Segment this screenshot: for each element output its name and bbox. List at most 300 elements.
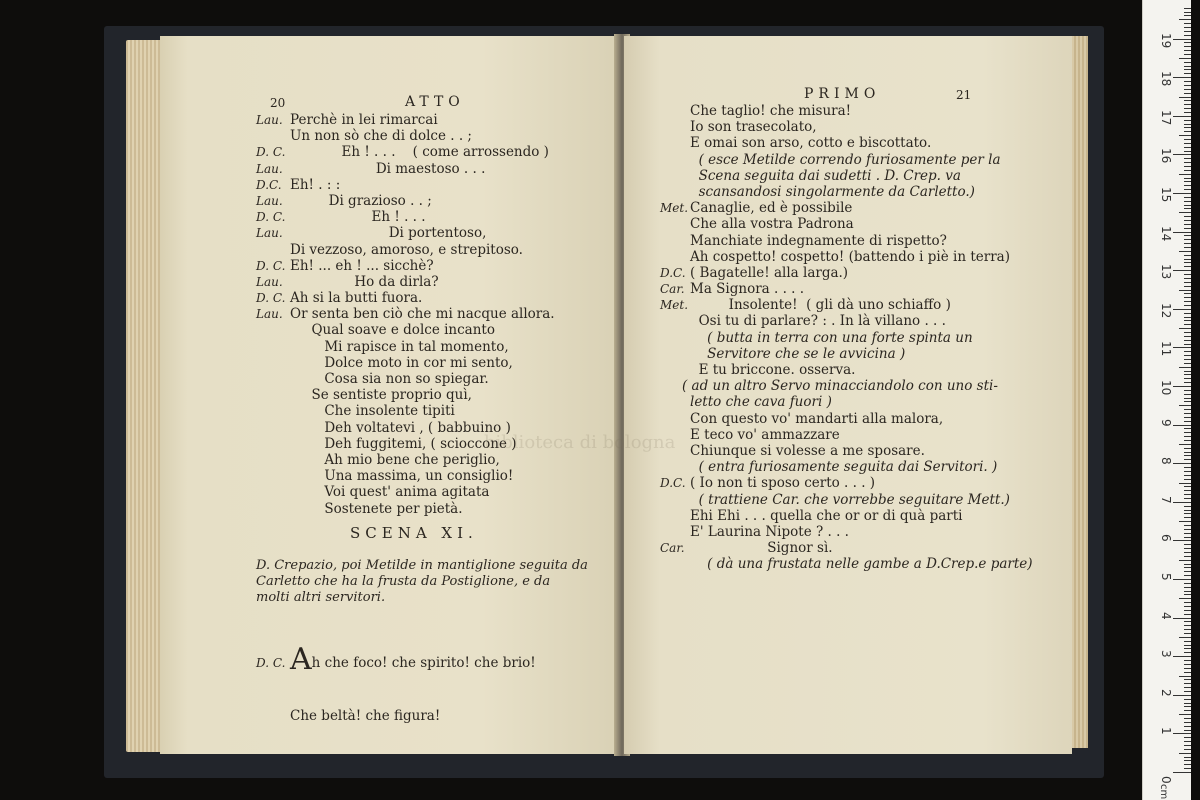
ruler-tick: [1173, 270, 1191, 271]
ruler-tick: [1184, 703, 1191, 704]
ruler-tick: [1184, 583, 1191, 584]
text-line: [660, 362, 1033, 378]
text-line: [256, 144, 555, 160]
line-text: Una massima, un consiglio!: [290, 468, 514, 485]
ruler-tick: [1184, 479, 1191, 480]
ruler-tick: [1179, 714, 1191, 715]
scene-title: SCENA XI.: [350, 524, 478, 542]
text-line: [256, 242, 555, 258]
left-page: [160, 36, 620, 754]
ruler-number: 4: [1159, 611, 1173, 620]
ruler-tick: [1184, 332, 1191, 333]
ruler-tick: [1184, 286, 1191, 287]
speaker-label: Lau.: [256, 193, 283, 208]
text-line: [256, 355, 555, 371]
ruler-tick: [1184, 660, 1191, 661]
ruler-tick: [1184, 718, 1191, 719]
ruler-tick: [1184, 757, 1191, 758]
ruler-tick: [1179, 58, 1191, 59]
ruler-tick: [1184, 143, 1191, 144]
ruler-tick: [1184, 741, 1191, 742]
line-text: Or senta ben ciò che mi nacque allora.: [290, 306, 555, 323]
line-text: Io son trasecolato,: [690, 119, 817, 136]
ruler-tick: [1184, 687, 1191, 688]
ruler-tick: [1184, 66, 1191, 67]
ruler-tick: [1184, 679, 1191, 680]
text-line: [660, 233, 1033, 249]
ruler-tick: [1184, 629, 1191, 630]
ruler-number: 1: [1159, 727, 1173, 736]
ruler-tick: [1179, 251, 1191, 252]
line-text: ( ad un altro Servo minacciandolo con uno sti-: [682, 378, 998, 395]
text-line: [256, 193, 555, 209]
ruler-tick: [1179, 405, 1191, 406]
ruler-tick: [1184, 745, 1191, 746]
ruler-tick: [1184, 436, 1191, 437]
line-text: Perchè in lei rimarcai: [290, 112, 438, 128]
ruler-tick: [1184, 220, 1191, 221]
speaker-label: Car.: [660, 282, 685, 297]
ruler-number: 18: [1159, 71, 1173, 87]
running-header-left: ATTO: [405, 94, 465, 110]
ruler-tick: [1173, 733, 1191, 734]
line-text: Insolente! ( gli dà uno schiaffo ): [690, 297, 951, 314]
ruler-tick: [1184, 378, 1191, 379]
text-line: [660, 492, 1033, 508]
text-line: [256, 225, 555, 241]
text-line: [660, 540, 1033, 556]
ruler-tick: [1184, 710, 1191, 711]
ruler-tick: [1184, 645, 1191, 646]
line-text: E' Laurina Nipote ? . . .: [690, 523, 849, 540]
ruler-tick: [1184, 409, 1191, 410]
ruler-tick: [1184, 282, 1191, 283]
ruler-tick: [1184, 452, 1191, 453]
line-text: Canaglie, ed è possibile: [690, 200, 853, 217]
line-text: Eh ! . . . ( come arrossendo ): [290, 144, 549, 161]
closing-line-1: h che foco! che spirito! che brio!: [311, 655, 536, 672]
speaker-label: Lau.: [256, 161, 283, 176]
ruler-tick: [1184, 205, 1191, 206]
ruler-tick: [1184, 23, 1191, 24]
text-line: [256, 161, 555, 177]
line-text: Signor sì.: [690, 540, 833, 557]
ruler-tick: [1184, 139, 1191, 140]
ruler-tick: [1184, 239, 1191, 240]
ruler-tick: [1184, 591, 1191, 592]
ruler-tick: [1184, 498, 1191, 499]
ruler-tick: [1184, 355, 1191, 356]
text-line: [256, 371, 555, 387]
ruler-tick: [1184, 455, 1191, 456]
ruler-tick: [1173, 656, 1191, 657]
ruler-tick: [1184, 428, 1191, 429]
ruler-tick: [1184, 471, 1191, 472]
text-line: [660, 216, 1033, 232]
ruler-tick: [1184, 266, 1191, 267]
ruler-tick: [1184, 467, 1191, 468]
text-line: [660, 168, 1033, 184]
ruler-tick: [1184, 305, 1191, 306]
ruler-tick: [1184, 730, 1191, 731]
ruler-number: 6: [1159, 534, 1173, 543]
ruler-tick: [1184, 664, 1191, 665]
text-line: [660, 313, 1033, 329]
ruler-tick: [1184, 475, 1191, 476]
text-line: [256, 339, 555, 355]
ruler-tick: [1184, 170, 1191, 171]
text-line: [660, 411, 1033, 427]
ruler-tick: [1184, 621, 1191, 622]
ruler-tick: [1184, 93, 1191, 94]
ruler-tick: [1184, 556, 1191, 557]
speaker-label: D. C.: [256, 258, 286, 273]
line-text: Che insolente tipiti: [290, 403, 455, 420]
line-text: Osi tu di parlare? : . In là villano . . .: [690, 313, 946, 330]
ruler-tick: [1184, 178, 1191, 179]
ruler-tick: [1179, 328, 1191, 329]
line-text: ( trattiene Car. che vorrebbe seguitare Mett.): [690, 491, 1010, 508]
ruler-tick: [1184, 151, 1191, 152]
speaker-label: Lau.: [256, 113, 283, 127]
line-text: Servitore che se le avvicina ): [690, 345, 906, 362]
ruler-tick: [1184, 726, 1191, 727]
line-text: ( Io non ti sposo certo . . . ): [690, 475, 876, 492]
closing-lines: [256, 620, 536, 757]
speaker-label: Car.: [660, 541, 685, 556]
ruler-tick: [1184, 760, 1191, 761]
ruler-tick: [1184, 722, 1191, 723]
text-line: [660, 103, 1033, 119]
line-text: letto che cava fuori ): [690, 394, 832, 411]
running-header-right: PRIMO: [804, 86, 881, 102]
speaker-label: D. C.: [256, 210, 286, 225]
ruler-number: 19: [1159, 32, 1173, 48]
ruler-tick: [1173, 39, 1191, 40]
ruler-tick: [1184, 228, 1191, 229]
text-line: [256, 112, 555, 128]
line-text: Di maestoso . . .: [290, 160, 486, 177]
ruler-tick: [1173, 618, 1191, 619]
line-text: ( Bagatelle! alla larga.): [690, 264, 849, 281]
ruler-tick: [1184, 197, 1191, 198]
ruler-tick: [1179, 598, 1191, 599]
ruler-tick: [1184, 382, 1191, 383]
ruler-tick: [1184, 166, 1191, 167]
line-text: ( dà una frustata nelle gambe a D.Crep.e parte): [690, 556, 1033, 573]
ruler-tick: [1184, 201, 1191, 202]
line-text: ( entra furiosamente seguita dai Servitori. ): [690, 459, 998, 476]
ruler-tick: [1184, 413, 1191, 414]
watermark-stamp: biblioteca di bologna: [484, 432, 676, 453]
ruler-tick: [1179, 174, 1191, 175]
text-line: [660, 346, 1033, 362]
ruler-tick: [1184, 525, 1191, 526]
ruler-tick: [1184, 359, 1191, 360]
ruler-tick: [1184, 8, 1191, 9]
text-line: [660, 135, 1033, 151]
text-line: [256, 387, 555, 403]
ruler-tick: [1184, 301, 1191, 302]
ruler-tick: [1184, 490, 1191, 491]
ruler-tick: [1184, 162, 1191, 163]
ruler-tick: [1184, 486, 1191, 487]
ruler-tick: [1184, 587, 1191, 588]
line-text: Con questo vo' mandarti alla malora,: [690, 410, 944, 427]
line-text: scansandosi singolarmente da Carletto.): [690, 183, 975, 200]
ruler-tick: [1179, 753, 1191, 754]
text-line: [660, 459, 1033, 475]
ruler-tick: [1179, 483, 1191, 484]
ruler-tick: [1179, 19, 1191, 20]
ruler-tick: [1184, 208, 1191, 209]
line-text: Ah mio bene che periglio,: [290, 451, 500, 468]
ruler-tick: [1184, 274, 1191, 275]
text-line: [256, 177, 555, 193]
ruler-number: 14: [1159, 225, 1173, 241]
speaker-label: Lau.: [256, 274, 283, 289]
ruler-tick: [1184, 672, 1191, 673]
ruler-tick: [1184, 73, 1191, 74]
ruler-tick: [1184, 668, 1191, 669]
ruler-tick: [1184, 417, 1191, 418]
line-text: Dolce moto in cor mi sento,: [290, 354, 513, 371]
line-text: Che taglio! che misura!: [690, 103, 852, 119]
ruler-tick: [1173, 695, 1191, 696]
ruler-tick: [1184, 127, 1191, 128]
ruler-number: 13: [1159, 264, 1173, 280]
text-line: [660, 200, 1033, 216]
ruler-tick: [1184, 293, 1191, 294]
ruler-tick: [1184, 699, 1191, 700]
ruler-tick: [1179, 521, 1191, 522]
ruler-tick: [1184, 602, 1191, 603]
measurement-ruler: [1142, 0, 1191, 800]
ruler-tick: [1184, 564, 1191, 565]
ruler-tick: [1184, 737, 1191, 738]
text-line: [660, 427, 1033, 443]
speaker-label: Lau.: [256, 226, 283, 241]
ruler-tick: [1179, 676, 1191, 677]
ruler-tick: [1184, 606, 1191, 607]
line-text: Un non sò che di dolce . . ;: [290, 128, 472, 145]
ruler-tick: [1184, 513, 1191, 514]
line-text: Cosa sia non so spiegar.: [290, 371, 489, 387]
ruler-tick: [1184, 147, 1191, 148]
text-line: [660, 184, 1033, 200]
line-text: Deh fuggitemi, ( scioccone ): [290, 435, 517, 452]
ruler-number: 17: [1159, 109, 1173, 126]
text-line: [660, 265, 1033, 281]
ruler-tick: [1179, 637, 1191, 638]
ruler-tick: [1184, 344, 1191, 345]
ruler-tick: [1184, 317, 1191, 318]
line-text: Mi rapisce in tal momento,: [290, 338, 509, 355]
ruler-tick: [1184, 62, 1191, 63]
line-text: Voi quest' anima agitata: [290, 484, 490, 501]
text-line: [256, 322, 555, 338]
ruler-tick: [1184, 683, 1191, 684]
ruler-tick: [1173, 116, 1191, 117]
ruler-tick: [1173, 463, 1191, 464]
speaker-label: D. C.: [256, 145, 286, 160]
ruler-tick: [1173, 77, 1191, 78]
ruler-tick: [1184, 594, 1191, 595]
ruler-tick: [1184, 548, 1191, 549]
text-line: [660, 556, 1033, 572]
line-text: ( butta in terra con una forte spinta un: [690, 329, 973, 346]
closing-speaker: D. C.: [256, 656, 286, 671]
line-text: Ah si la butti fuora.: [290, 290, 423, 307]
ruler-number: 16: [1159, 148, 1173, 164]
ruler-number: 10: [1159, 380, 1173, 396]
speaker-label: D. C.: [256, 291, 286, 306]
ruler-tick: [1184, 641, 1191, 642]
stage-direction: [256, 558, 588, 607]
ruler-tick: [1184, 768, 1191, 769]
ruler-number: 3: [1159, 650, 1173, 658]
speaker-label: D.C.: [660, 265, 686, 280]
ruler-number: 8: [1159, 457, 1173, 465]
speaker-label: Lau.: [256, 307, 283, 322]
ruler-tick: [1184, 537, 1191, 538]
line-text: Ah cospetto! cospetto! (battendo i piè in terra): [690, 248, 1010, 265]
speaker-label: Met.: [660, 298, 689, 313]
line-text: Di grazioso . . ;: [290, 192, 432, 209]
ruler-tick: [1184, 324, 1191, 325]
ruler-tick: [1184, 336, 1191, 337]
ruler-unit: cm: [1158, 784, 1169, 800]
line-text: Di portentoso,: [290, 225, 487, 242]
ruler-tick: [1184, 297, 1191, 298]
ruler-tick: [1184, 278, 1191, 279]
text-line: [660, 443, 1033, 459]
ruler-number: 11: [1159, 341, 1173, 357]
text-line: [256, 258, 555, 274]
ruler-tick: [1184, 243, 1191, 244]
ruler-tick: [1184, 401, 1191, 402]
ruler-tick: [1184, 625, 1191, 626]
ruler-tick: [1184, 390, 1191, 391]
ruler-tick: [1184, 440, 1191, 441]
ruler-tick: [1173, 232, 1191, 233]
ruler-tick: [1184, 320, 1191, 321]
ruler-tick: [1184, 69, 1191, 70]
ruler-tick: [1184, 506, 1191, 507]
line-text: Scena seguita dai sudetti . D. Crep. va: [690, 167, 961, 184]
text-line: [256, 290, 555, 306]
ruler-tick: [1184, 552, 1191, 553]
ruler-tick: [1179, 97, 1191, 98]
ruler-tick: [1184, 494, 1191, 495]
ruler-tick: [1184, 12, 1191, 13]
stage-direction-line: molti altri servitori.: [256, 590, 386, 606]
ruler-tick: [1184, 131, 1191, 132]
ruler-tick: [1184, 610, 1191, 611]
ruler-tick: [1179, 135, 1191, 136]
ruler-tick: [1184, 120, 1191, 121]
ruler-tick: [1184, 54, 1191, 55]
ruler-tick: [1173, 347, 1191, 348]
ruler-tick: [1184, 351, 1191, 352]
ruler-tick: [1179, 212, 1191, 213]
ruler-tick: [1184, 108, 1191, 109]
ruler-tick: [1184, 31, 1191, 32]
text-line: [660, 281, 1033, 297]
ruler-tick: [1173, 193, 1191, 194]
text-line: [256, 306, 555, 322]
ruler-tick: [1173, 772, 1191, 773]
closing-line-2: Che beltà! che figura!: [290, 708, 441, 725]
ruler-tick: [1179, 444, 1191, 445]
text-line: [660, 394, 1033, 410]
ruler-tick: [1184, 614, 1191, 615]
ruler-tick: [1184, 363, 1191, 364]
ruler-tick: [1184, 706, 1191, 707]
ruler-tick: [1184, 567, 1191, 568]
ruler-tick: [1184, 421, 1191, 422]
ruler-tick: [1184, 340, 1191, 341]
ruler-tick: [1184, 247, 1191, 248]
line-text: Qual soave e dolce incanto: [290, 322, 495, 339]
text-line: [660, 378, 1033, 394]
text-line: [660, 152, 1033, 168]
ruler-tick: [1184, 459, 1191, 460]
speaker-label: D.C.: [256, 177, 282, 192]
line-text: Ho da dirla?: [290, 273, 439, 290]
text-line: [660, 524, 1033, 540]
ruler-number: 15: [1159, 187, 1173, 203]
ruler-tick: [1184, 81, 1191, 82]
ruler-tick: [1184, 691, 1191, 692]
ruler-tick: [1184, 374, 1191, 375]
ruler-tick: [1184, 764, 1191, 765]
text-line: [256, 274, 555, 290]
line-text: Ma Signora . . . .: [690, 281, 805, 298]
ruler-tick: [1184, 235, 1191, 236]
ruler-tick: [1184, 313, 1191, 314]
line-text: Di vezzoso, amoroso, e strepitoso.: [290, 241, 523, 258]
ruler-tick: [1184, 398, 1191, 399]
line-text: Ehi Ehi . . . quella che or or di quà parti: [690, 507, 963, 524]
ruler-number: 7: [1159, 495, 1173, 504]
ruler-tick: [1173, 309, 1191, 310]
ruler-tick: [1184, 181, 1191, 182]
ruler-tick: [1184, 15, 1191, 16]
stage-direction-line: D. Crepazio, poi Metilde in mantiglione seguita da: [256, 558, 588, 573]
ruler-tick: [1184, 89, 1191, 90]
ruler-tick: [1184, 112, 1191, 113]
ruler-tick: [1173, 502, 1191, 503]
line-text: Se sentiste proprio quì,: [290, 387, 472, 404]
ruler-tick: [1184, 224, 1191, 225]
ruler-tick: [1184, 262, 1191, 263]
line-text: Che alla vostra Padrona: [690, 216, 854, 233]
ruler-tick: [1184, 50, 1191, 51]
ruler-tick: [1173, 386, 1191, 387]
line-text: Sostenete per pietà.: [290, 500, 463, 517]
line-text: E omai son arso, cotto e biscottato.: [690, 135, 932, 152]
text-line: [660, 330, 1033, 346]
ruler-tick: [1184, 510, 1191, 511]
line-text: E tu briccone. osserva.: [690, 362, 856, 378]
right-page: [484, 36, 1072, 754]
ruler-tick: [1184, 544, 1191, 545]
ruler-tick: [1173, 540, 1191, 541]
ruler-tick: [1184, 517, 1191, 518]
ruler-tick: [1184, 652, 1191, 653]
text-line: [660, 297, 1033, 313]
